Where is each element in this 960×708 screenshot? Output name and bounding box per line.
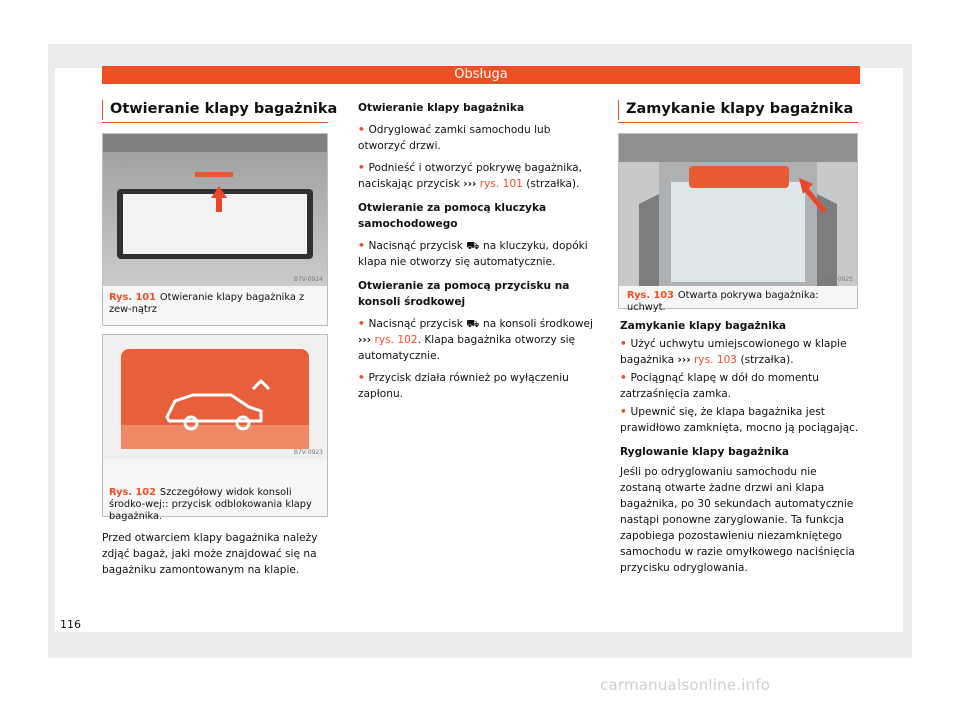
bullet-lift-text: Podnieść i otworzyć pokrywę bagażnika, naciskając przycisk [358, 162, 583, 190]
bullet-unlock [358, 122, 598, 154]
figure-102-caption-text: Szczegółowy widok konsoli środko-wej:: przycisk odblokowania klapy bagażnika. [109, 487, 312, 522]
subheading-console: Otwieranie za pomocą przycisku na konsoli środkowej [358, 280, 570, 308]
heading-accent [618, 100, 619, 120]
bullet-handle-text: Użyć uchwytu umiejscowionego w klapie bagażnika [620, 338, 847, 366]
figure-103-label: Rys. 103 [627, 290, 674, 301]
section-heading-closing: Zamykanie klapy bagażnika [626, 101, 854, 117]
figure-103 [618, 133, 858, 313]
figure-101-image [103, 134, 327, 286]
bullet-handle-suffix: (strzałka). [740, 354, 794, 366]
ref-arrows: ››› [677, 354, 691, 366]
bullet-console-suffix: . Klapa bagażnika otworzy się automatycznie. [358, 334, 576, 362]
bullet-unlock-text: Odryglować zamki samochodu lub otworzyć drzwi. [358, 124, 551, 152]
figure-102 [102, 334, 328, 522]
figure-101-caption [109, 292, 321, 316]
middle-column [358, 100, 598, 402]
bullet-check [620, 404, 860, 436]
subheading-key: Otwieranie za pomocą kluczyka samochodowego [358, 202, 547, 230]
figure-103-id: B7V-0925 [823, 276, 853, 283]
bullet-lift-suffix: (strzałka). [526, 178, 580, 190]
subheading-locking: Ryglowanie klapy bagażnika [620, 446, 790, 458]
bullet-check-text: Upewnić się, że klapa bagażnika jest prawidłowo zamknięta, mocno ją pociągając. [620, 406, 859, 434]
page-number: 116 [60, 618, 81, 631]
ref-fig-103[interactable]: rys. 103 [693, 354, 738, 366]
ref-arrows: ››› [463, 178, 477, 190]
watermark: carmanualsonline.info [600, 676, 771, 694]
figure-102-caption [109, 487, 321, 523]
bullet-pull-down [620, 370, 860, 402]
bullet-console-mid: na konsoli środkowej [482, 318, 593, 330]
bullet-key [358, 238, 598, 270]
figure-103-image [619, 134, 857, 286]
bullet-key-text: Nacisnąć przycisk [368, 240, 463, 252]
subheading-opening: Otwieranie klapy bagażnika [358, 102, 525, 114]
right-column-text [620, 318, 860, 576]
console-button-illustration [103, 335, 327, 459]
section-heading-opening: Otwieranie klapy bagażnika [110, 101, 338, 117]
heading-underline [618, 122, 858, 123]
left-paragraph: Przed otwarciem klapy bagażnika należy zdjąć bagaż, jaki może znajdować się na bagażniku zamontowanym na klapie. [102, 532, 318, 576]
heading-underline [102, 122, 328, 123]
bullet-console-text: Nacisnąć przycisk [368, 318, 463, 330]
bullet-key-suffix: na kluczyku, dopóki klapa nie otworzy się automatycznie. [358, 240, 588, 268]
figure-101 [102, 133, 328, 326]
heading-accent [102, 100, 103, 120]
figure-102-label: Rys. 102 [109, 487, 156, 498]
bullet-console [358, 316, 598, 364]
bullet-ignition [358, 370, 598, 402]
tailgate-exterior-illustration [103, 134, 327, 286]
bullet-handle [620, 336, 860, 368]
ref-fig-101[interactable]: rys. 101 [479, 178, 523, 190]
paragraph-relock: Jeśli po odryglowaniu samochodu nie zostaną otwarte żadne drzwi ani klapa bagażnika, po 30 sekundach automatycznie nastąpi ponowne zaryglowanie. Ta funkcja zapobiega pozostawieniu niezamkniętego samochodu w razie omyłkowego naciśnięcia przycisku odryglowania. [620, 466, 855, 574]
subheading-closing: Zamykanie klapy bagażnika [620, 320, 787, 332]
bullet-pull-down-text: Pociągnąć klapę w dół do momentu zatrzaśnięcia zamka. [620, 372, 819, 400]
bullet-lift [358, 160, 598, 192]
bullet-ignition-text: Przycisk działa również po wyłączeniu zapłonu. [358, 372, 569, 400]
figure-101-caption-text: Otwieranie klapy bagażnika z zew-nątrz [109, 292, 305, 315]
figure-102-image [103, 335, 327, 459]
figure-103-caption-text: Otwarta pokrywa bagażnika: uchwyt. [627, 290, 819, 313]
car-icon: ⛟ [466, 240, 480, 252]
figure-101-label: Rys. 101 [109, 292, 156, 303]
car-icon: ⛟ [466, 318, 480, 330]
section-header-bar: Obsługa [102, 66, 860, 84]
open-tailgate-illustration [619, 134, 857, 286]
figure-103-caption [627, 290, 853, 314]
ref-fig-102[interactable]: rys. 102 [374, 334, 418, 346]
figure-101-id: B7V-0924 [293, 276, 323, 283]
figure-102-id: B7V-0923 [293, 449, 323, 456]
ref-arrows: ››› [358, 334, 372, 346]
